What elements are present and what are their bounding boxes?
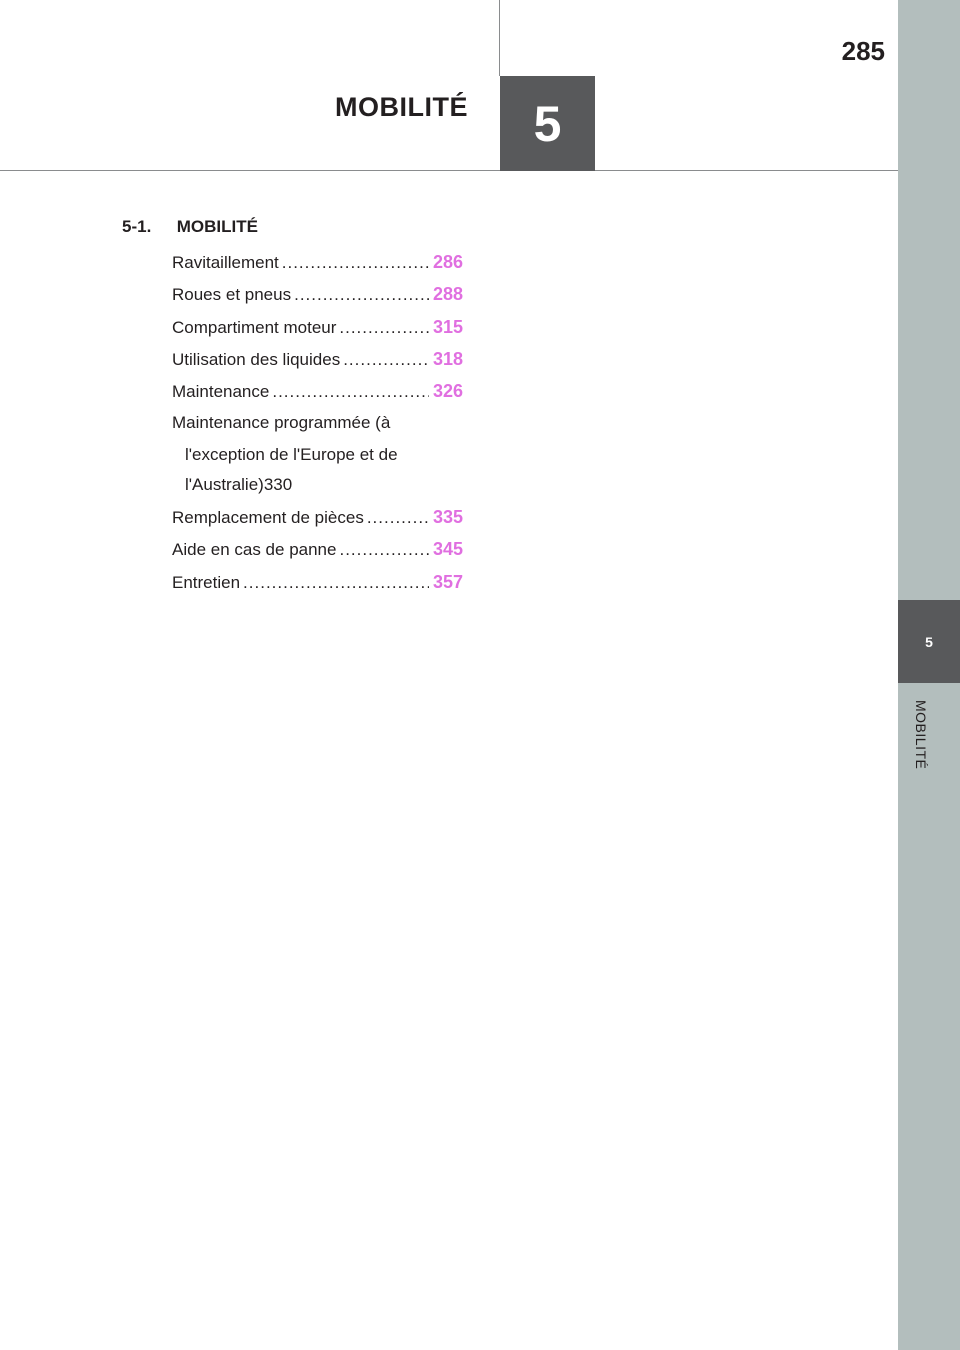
toc-item-label: Compartiment moteur xyxy=(172,317,337,337)
toc-item-aide-panne[interactable] xyxy=(172,533,463,565)
chapter-title: MOBILITÉ xyxy=(335,92,468,122)
toc-leader xyxy=(343,344,429,376)
toc-item-label: Maintenance programmée (à xyxy=(172,413,391,433)
section-title: MOBILITÉ xyxy=(176,217,258,236)
toc-item-label: Entretien xyxy=(172,572,241,592)
toc-item-label-continued: l'exception de l'Europe et de xyxy=(185,444,398,464)
toc-leader xyxy=(243,567,429,599)
toc-item-label: Ravitaillement xyxy=(172,253,279,272)
toc-item-remplacement[interactable] xyxy=(172,501,463,533)
toc-item-label: Utilisation des liquides xyxy=(172,349,341,369)
toc-leader xyxy=(367,502,429,534)
toc-page-link[interactable]: 357 xyxy=(432,571,463,592)
toc-item-label: Roues et pneus xyxy=(172,285,292,305)
toc-page-link[interactable]: 286 xyxy=(432,252,463,272)
toc-page-link[interactable]: 326 xyxy=(432,381,463,402)
toc-item-liquides[interactable] xyxy=(172,343,463,375)
toc-item-entretien[interactable] xyxy=(172,566,463,598)
toc-leader xyxy=(339,312,429,344)
toc-leader xyxy=(294,279,429,311)
header-rule xyxy=(0,170,898,171)
section-number: 5-1. xyxy=(122,217,152,236)
chapter-number-box: 5 xyxy=(500,76,595,171)
toc-page-link[interactable]: 318 xyxy=(432,348,463,369)
toc-item-maintenance-programmee[interactable] xyxy=(172,407,463,501)
toc-item-roues[interactable] xyxy=(172,278,463,310)
toc-page-link[interactable]: 335 xyxy=(432,507,463,528)
table-of-contents xyxy=(172,246,463,598)
toc-item-compartiment[interactable] xyxy=(172,311,463,343)
side-tab-number[interactable]: 5 xyxy=(898,600,960,683)
section-heading xyxy=(122,217,258,237)
side-tab-label: MOBILITÉ xyxy=(913,700,929,770)
toc-item-label: Maintenance xyxy=(172,382,270,402)
page-number: 285 xyxy=(841,36,885,66)
toc-page-link[interactable]: 288 xyxy=(432,284,463,305)
toc-leader xyxy=(272,376,429,408)
toc-page-link[interactable]: 345 xyxy=(432,539,463,560)
toc-leader xyxy=(282,247,429,279)
toc-item-label: Remplacement de pièces xyxy=(172,508,364,528)
toc-item-label-continued: l'Australie) xyxy=(185,474,264,494)
toc-leader xyxy=(339,534,428,566)
header-divider xyxy=(499,0,500,76)
toc-item-ravitaillement[interactable] xyxy=(172,246,463,278)
toc-page-link[interactable]: 330 xyxy=(263,474,293,494)
toc-item-maintenance[interactable] xyxy=(172,375,463,407)
toc-page-link[interactable]: 315 xyxy=(432,316,463,337)
toc-item-label: Aide en cas de panne xyxy=(172,540,337,560)
